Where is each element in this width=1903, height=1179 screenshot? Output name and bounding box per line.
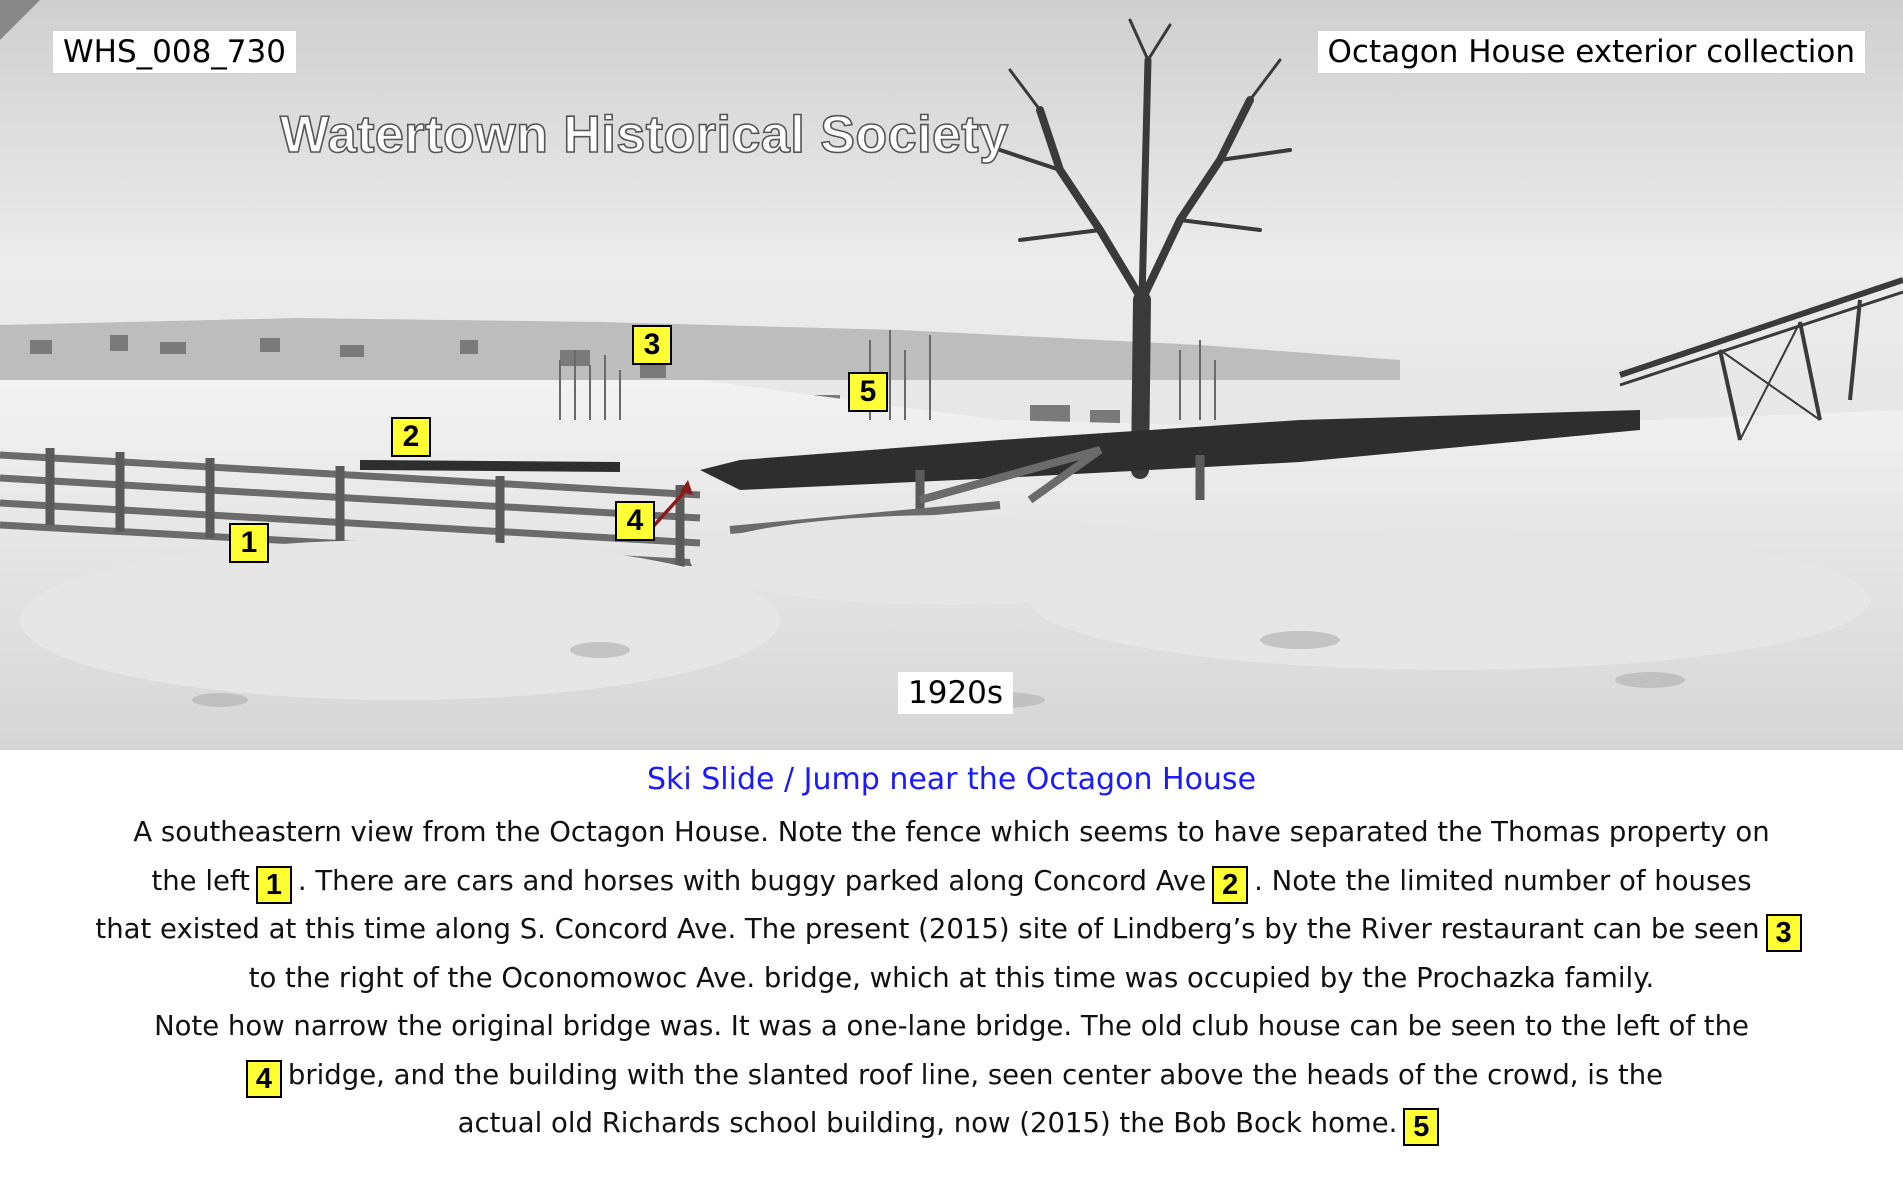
caption-text-2a: the left xyxy=(151,864,250,897)
caption-text-7: actual old Richards school building, now (2015) the Bob Bock home. xyxy=(457,1107,1398,1139)
photo-marker-4: 4 xyxy=(615,501,655,541)
caption-text-3: that existed at this time along S. Concord Ave. The present (2015) site of Lindberg’s by the River restaurant can be seen xyxy=(95,913,1760,945)
photo-marker-2: 2 xyxy=(391,417,431,457)
photo-marker-1: 1 xyxy=(229,523,269,563)
caption-line-1 xyxy=(0,808,1903,857)
caption-text-6: bridge, and the building with the slanted roof line, seen center above the heads of the crowd, is the xyxy=(287,1058,1664,1091)
caption-line-5 xyxy=(0,1002,1903,1051)
photo-marker-3: 3 xyxy=(632,325,672,365)
caption-marker-4: 4 xyxy=(246,1060,282,1098)
collection-label: Octagon House exterior collection xyxy=(1318,31,1866,73)
caption-text xyxy=(0,808,1903,1148)
caption-marker-2: 2 xyxy=(1212,866,1248,904)
date-label: 1920s xyxy=(898,672,1013,714)
caption-text-2c: . Note the limited number of houses xyxy=(1254,864,1752,897)
caption-text-1: A southeastern view from the Octagon House. Note the fence which seems to have separated the Thomas property on xyxy=(133,816,1770,848)
caption-line-6 xyxy=(0,1051,1903,1100)
caption-title: Ski Slide / Jump near the Octagon House xyxy=(646,762,1257,797)
photo-marker-5: 5 xyxy=(848,372,888,412)
caption-line-2 xyxy=(0,857,1903,906)
caption-text-5: Note how narrow the original bridge was. It was a one-lane bridge. The old club house can be seen to the left of the xyxy=(154,1010,1749,1042)
watermark-text: Watertown Historical Society xyxy=(280,106,1009,164)
caption-line-7 xyxy=(0,1099,1903,1148)
caption-line-3 xyxy=(0,905,1903,954)
photo-id-label: WHS_008_730 xyxy=(53,31,296,73)
caption-marker-3: 3 xyxy=(1766,914,1802,952)
caption-text-4: to the right of the Oconomowoc Ave. bridge, which at this time was occupied by the Prochazka family. xyxy=(248,961,1655,994)
caption-line-4 xyxy=(0,954,1903,1003)
caption-text-2b: . There are cars and horses with buggy parked along Concord Ave xyxy=(297,864,1207,897)
caption-marker-5: 5 xyxy=(1403,1108,1439,1146)
caption-marker-1: 1 xyxy=(256,866,292,904)
